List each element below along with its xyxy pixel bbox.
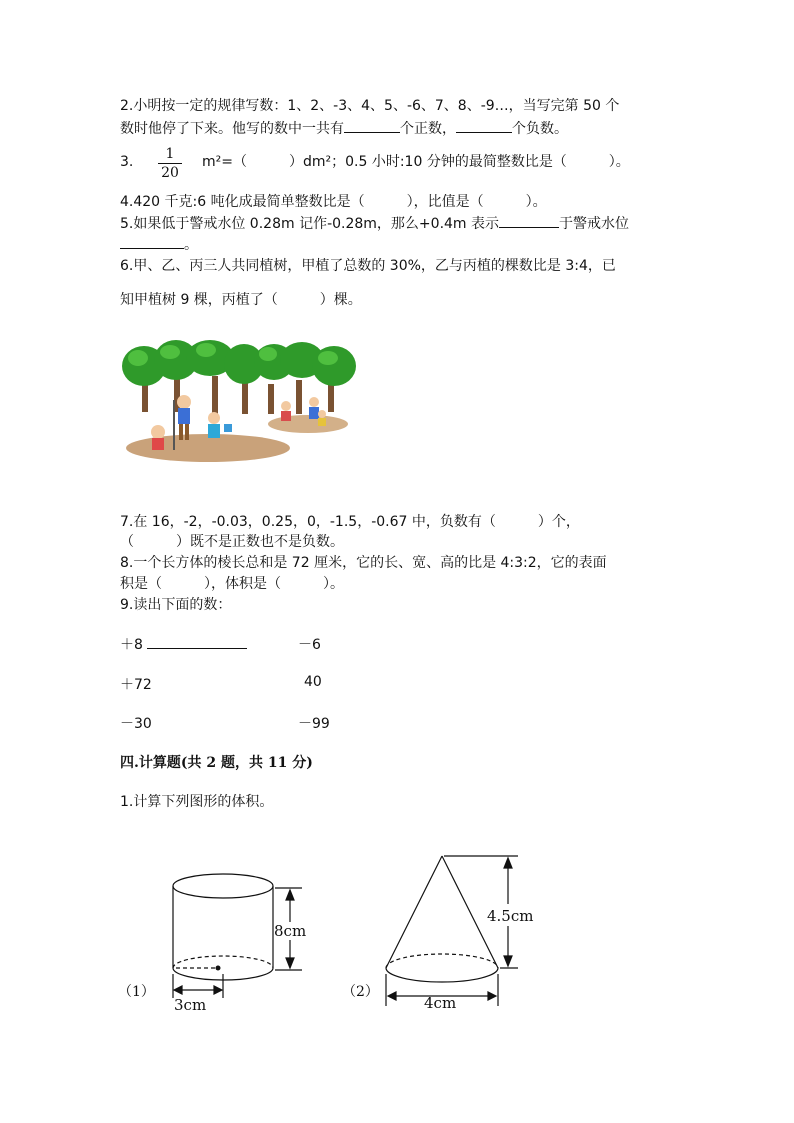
section-heading: 四.计算题(共 2 题，共 11 分) [120,755,313,771]
tree-planting-illustration [118,340,360,464]
number-value: ＋8 [120,637,143,653]
q6-line2: 知甲植树 9 棵，丙植了（ ）棵。 [120,292,362,308]
q5-text-c: 。 [184,237,198,253]
q2-text-a: 数时他停了下来。他写的数中一共有 [120,121,344,137]
q2-line2 [120,118,568,139]
number-item: －30 [120,716,152,732]
q2-line1: 2.小明按一定的规律写数：1、2、-3、4、5、-6、7、8、-9…，当写完第 50 个 [120,98,620,114]
number-item: 40 [304,674,322,690]
fraction-denominator: 20 [161,165,179,181]
fraction [158,146,182,181]
cone-figure [386,856,498,982]
number-item: －6 [298,637,321,653]
cylinder-radius-arrow [173,974,223,998]
q5-line1 [120,213,629,234]
q8-line1: 8.一个长方体的棱长总和是 72 厘米，它的长、宽、高的比是 4:3:2，它的表面 [120,555,607,571]
number-item: ＋72 [120,677,152,693]
number-item: －99 [298,716,330,732]
q6-line1: 6.甲、乙、丙三人共同植树，甲植了总数的 30%，乙与丙植的棵数比是 3:4，已 [120,258,616,274]
cone-height-label: 4.5cm [487,907,534,925]
q9-title: 9.读出下面的数： [120,597,232,613]
section4-q1: 1.计算下列图形的体积。 [120,794,274,810]
q2-text-b: 个正数， [400,121,456,137]
fraction-bar [158,163,182,164]
geometry-figures [110,850,550,1015]
answer-blank-read[interactable] [147,634,247,649]
cone-diameter-label: 4cm [424,994,457,1012]
q3-number: 3. [120,154,134,170]
q7-line2: （ ）既不是正数也不是负数。 [120,534,344,550]
number-item [120,634,247,654]
cylinder-radius-label: 3cm [174,996,207,1014]
q4-text: 4.420 千克:6 吨化成最简单整数比是（ ），比值是（ ）。 [120,194,547,210]
q3-text: m²=（ ）dm²；0.5 小时:10 分钟的最简整数比是（ ）。 [202,154,630,170]
q8-line2: 积是（ ），体积是（ ）。 [120,576,344,592]
answer-blank-positive[interactable] [344,118,400,133]
ground-patch [268,415,348,433]
tree-canopies [122,340,356,386]
q7-line1: 7.在 16，-2，-0.03，0.25，0，-1.5，-0.67 中，负数有（ ）个， [120,514,580,530]
figure2-label: （2） [342,984,379,1000]
q5-text-a: 5.如果低于警戒水位 0.28m 记作-0.28m，那么+0.4m 表示 [120,216,500,232]
q5-line2 [120,234,198,255]
cylinder-figure [173,874,273,980]
fraction-numerator: 1 [165,146,175,162]
ground-patch [126,434,290,462]
q5-text-b: 于警戒水位 [559,216,630,232]
answer-blank-q5b[interactable] [120,234,184,249]
q2-text-c: 个负数。 [512,121,568,137]
cylinder-height-label: 8cm [274,922,307,940]
answer-blank-q5a[interactable] [499,213,559,228]
child-with-bucket [208,412,232,438]
figure1-label: （1） [118,984,155,1000]
center-dot [216,966,221,971]
answer-blank-negative[interactable] [456,118,512,133]
